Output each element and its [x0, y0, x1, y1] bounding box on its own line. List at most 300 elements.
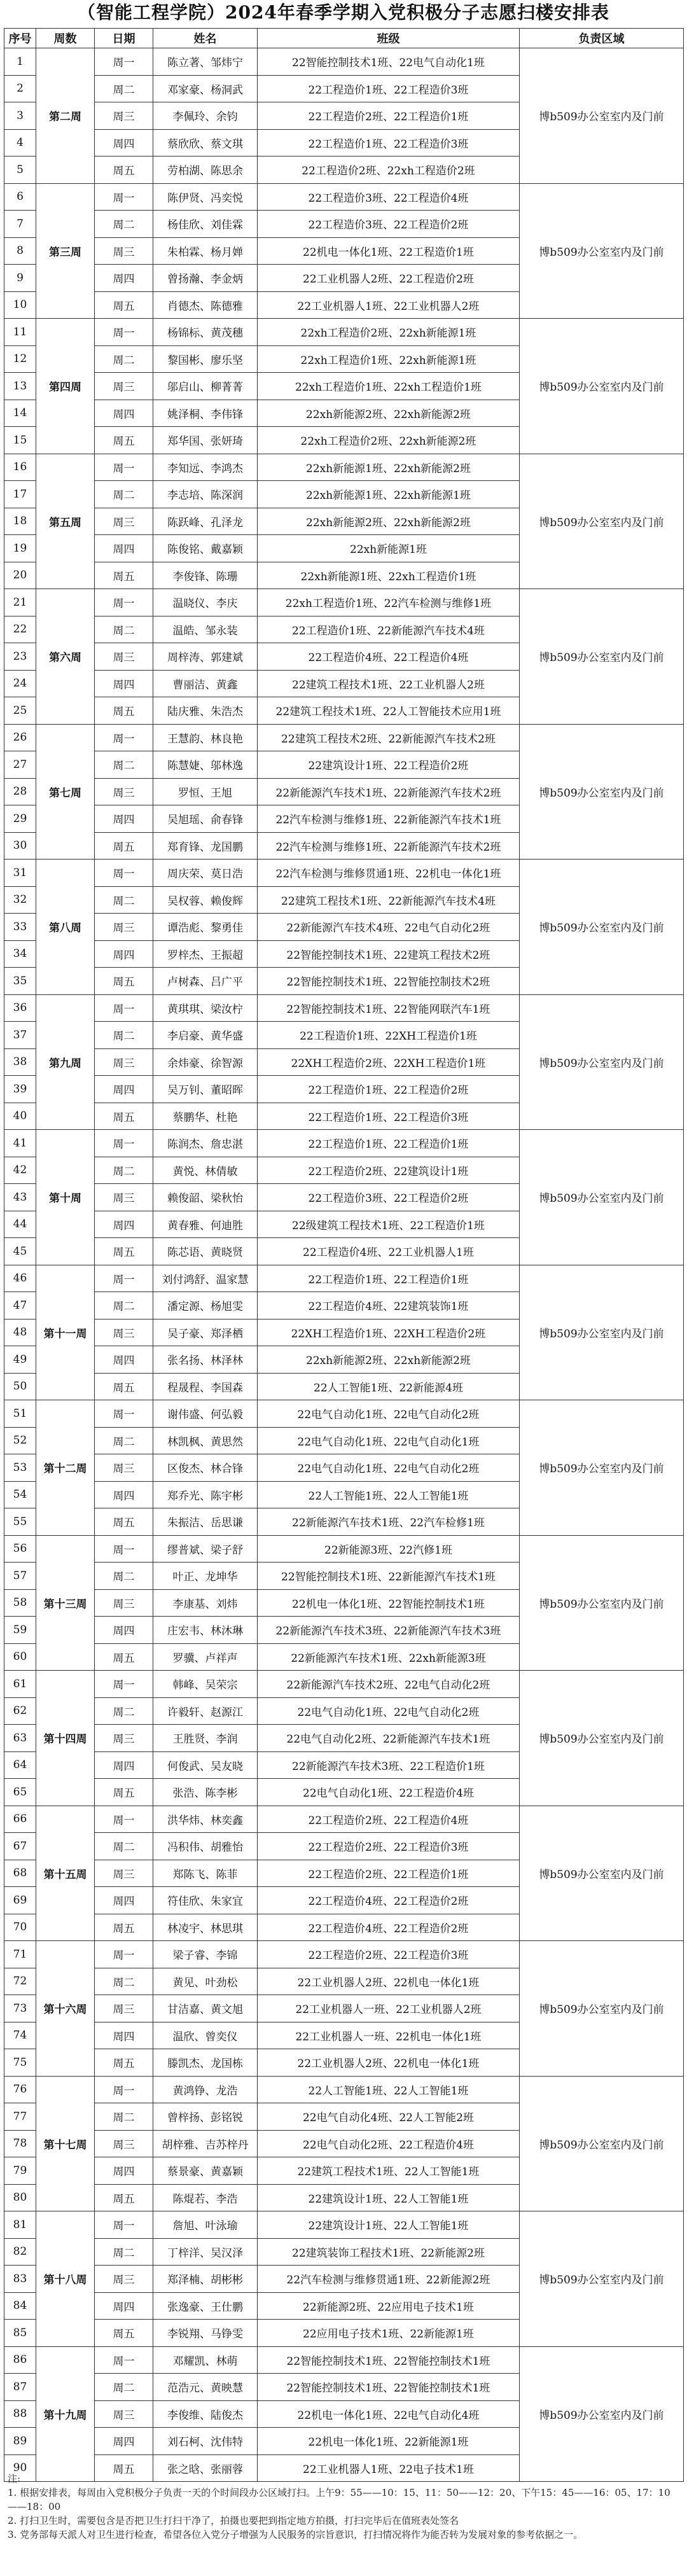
row-day: 周五: [95, 1508, 153, 1536]
row-index: 33: [4, 914, 36, 941]
table-row: [4, 319, 684, 346]
row-names: 郑陈飞、陈菲: [153, 1860, 258, 1887]
row-day: 周一: [95, 1671, 153, 1698]
row-class: 22工程造价2班、22工程造价1班: [258, 1860, 520, 1887]
row-index: 15: [4, 427, 36, 454]
row-names: 赖俊韶、梁秋怡: [153, 1184, 258, 1211]
row-class: 22工业机器人2班、22工程造价2班: [258, 265, 520, 292]
table-row: [4, 183, 684, 211]
row-names: 余炜豪、徐智源: [153, 1048, 258, 1076]
row-day: 周三: [95, 1725, 153, 1752]
row-class: 22工业机器人2班、22机电一体化1班: [258, 2049, 520, 2077]
row-class: 22智能控制技术1班、22智能网联汽车1班: [258, 994, 520, 1022]
row-index: 11: [4, 319, 36, 346]
note-line-1: 1. 根据安排表，每周由入党积极分子负责一天的个时间段办公区域打扫。上午9：55——10：15、11：50——12：20、下午15：45——16：05、17：10——18：00: [8, 2487, 670, 2512]
row-index: 21: [4, 589, 36, 616]
row-names: 滕凯杰、龙国栋: [153, 2049, 258, 2077]
row-class: 22汽车检测与维修1班、22新能源汽车技术2班: [258, 832, 520, 860]
row-names: 程晟程、李国森: [153, 1373, 258, 1400]
row-index: 16: [4, 454, 36, 481]
row-index: 52: [4, 1427, 36, 1454]
row-index: 38: [4, 1048, 36, 1076]
row-index: 63: [4, 1725, 36, 1752]
row-class: 22xh新能源1班、22xh新能源1班: [258, 481, 520, 508]
row-day: 周三: [95, 237, 153, 265]
week-label: 第十一周: [36, 1265, 95, 1400]
row-class: 22工程造价4班、22工程造价4班: [258, 643, 520, 671]
row-names: 温皓、邹永装: [153, 616, 258, 643]
row-day: 周三: [95, 1048, 153, 1076]
table-row: [4, 2211, 684, 2239]
row-index: 8: [4, 237, 36, 265]
row-names: 罗骥、卢祥声: [153, 1643, 258, 1671]
row-names: 张名扬、林泽林: [153, 1346, 258, 1374]
row-names: 韩峰、吴荣宗: [153, 1671, 258, 1698]
row-names: 李志培、陈深润: [153, 481, 258, 508]
row-names: 郑泽楠、胡彬彬: [153, 2266, 258, 2293]
row-class: 22建筑装饰工程技术1班、22新能源2班: [258, 2238, 520, 2266]
row-day: 周二: [95, 1022, 153, 1049]
row-class: 22工程造价4班、22工程造价2班: [258, 1914, 520, 1941]
row-names: 黄春雅、何迪胜: [153, 1211, 258, 1238]
row-day: 周一: [95, 48, 153, 76]
table-row: [4, 48, 684, 76]
table-row: [4, 1130, 684, 1157]
row-names: 林凯枫、黄思然: [153, 1427, 258, 1454]
week-label: 第十六周: [36, 1941, 95, 2077]
row-class: 22建筑工程技术1班、22人工智能1班: [258, 2157, 520, 2185]
row-day: 周一: [95, 589, 153, 616]
row-names: 陈伊贤、冯奕悦: [153, 183, 258, 211]
row-names: 李知远、李鸿杰: [153, 454, 258, 481]
area-cell: 博b509办公室室内及门前: [520, 319, 684, 454]
row-class: 22XH工程造价1班、22XH工程造价2班: [258, 1319, 520, 1346]
week-label: 第三周: [36, 183, 95, 319]
row-day: 周五: [95, 1373, 153, 1400]
row-day: 周三: [95, 102, 153, 130]
note-line-2: 2. 打扫卫生时，需要包含是否把卫生打扫干净了，拍摄也要把到指定地方拍摄，打扫完毕后在值班表处签名: [8, 2515, 459, 2526]
row-class: 22工程造价3班、22工程造价4班: [258, 183, 520, 211]
row-day: 周二: [95, 2238, 153, 2266]
row-names: 吴子豪、郑泽栖: [153, 1319, 258, 1346]
schedule-table: [4, 28, 684, 2482]
row-index: 27: [4, 751, 36, 779]
row-class: 22智能控制技术1班、22智能控制技术1班: [258, 2374, 520, 2401]
row-day: 周四: [95, 805, 153, 833]
row-day: 周二: [95, 1292, 153, 1319]
row-names: 范浩元、黄映慧: [153, 2374, 258, 2401]
row-class: 22新能源汽车技术1班、22新能源汽车技术2班: [258, 778, 520, 805]
row-day: 周二: [95, 886, 153, 914]
row-class: 22新能源汽车技术3班、22新能源汽车技术3班: [258, 1617, 520, 1644]
table-row: [4, 454, 684, 481]
row-names: 张逸豪、王仕鹏: [153, 2292, 258, 2320]
area-cell: 博b509办公室室内及门前: [520, 589, 684, 725]
row-day: 周四: [95, 670, 153, 697]
row-day: 周三: [95, 1995, 153, 2023]
row-names: 劳柏湖、陈思余: [153, 157, 258, 184]
row-index: 46: [4, 1265, 36, 1292]
row-index: 60: [4, 1643, 36, 1671]
area-cell: 博b509办公室室内及门前: [520, 1130, 684, 1265]
page-title: （智能工程学院）2024年春季学期入党积极分子志愿扫楼安排表: [78, 2, 609, 23]
row-class: 22工业机器人2班、22机电一体化1班: [258, 1968, 520, 1995]
row-day: 周四: [95, 1211, 153, 1238]
row-class: 22XH工程造价2班、22XH工程造价1班: [258, 1048, 520, 1076]
row-index: 53: [4, 1454, 36, 1482]
row-names: 李康基、刘炜: [153, 1589, 258, 1617]
row-index: 43: [4, 1184, 36, 1211]
row-index: 50: [4, 1373, 36, 1400]
row-day: 周三: [95, 373, 153, 400]
row-names: 黄琪琪、梁汝柠: [153, 994, 258, 1022]
week-label: 第十八周: [36, 2211, 95, 2347]
row-names: 曾扬瀚、李金炳: [153, 265, 258, 292]
row-names: 丁梓洋、吴汉泽: [153, 2238, 258, 2266]
row-day: 周四: [95, 1751, 153, 1779]
row-index: 59: [4, 1617, 36, 1644]
row-names: 卢树森、吕广平: [153, 968, 258, 995]
row-class: 22建筑工程技术1班、22人工智能技术应用1班: [258, 697, 520, 725]
row-day: 周五: [95, 2454, 153, 2482]
row-names: 蔡鹏华、杜艳: [153, 1103, 258, 1130]
row-class: 22新能源3班、22汽修1班: [258, 1535, 520, 1563]
row-day: 周三: [95, 1319, 153, 1346]
row-day: 周三: [95, 2130, 153, 2157]
row-class: 22机电一体化1班、22新能源1班: [258, 2428, 520, 2455]
area-cell: 博b509办公室室内及门前: [520, 454, 684, 589]
row-index: 78: [4, 2130, 36, 2157]
row-class: 22工业机器人1班、22工业机器人2班: [258, 291, 520, 319]
row-day: 周二: [95, 211, 153, 238]
row-day: 周二: [95, 1427, 153, 1454]
row-day: 周一: [95, 994, 153, 1022]
row-index: 49: [4, 1346, 36, 1374]
row-day: 周一: [95, 1130, 153, 1157]
row-class: 22人工智能1班、22新能源4班: [258, 1373, 520, 1400]
row-class: 22机电一体化1班、22电气自动化4班: [258, 2400, 520, 2428]
row-day: 周二: [95, 1833, 153, 1860]
area-cell: 博b509办公室室内及门前: [520, 2076, 684, 2211]
row-day: 周五: [95, 1103, 153, 1130]
row-class: 22级建筑工程技术1班、22工程造价1班: [258, 1211, 520, 1238]
row-index: 45: [4, 1238, 36, 1265]
row-names: 曾梓扬、彭铭锐: [153, 2103, 258, 2131]
row-class: 22建筑设计1班、22人工智能1班: [258, 2184, 520, 2211]
header-class: 班级: [258, 29, 520, 48]
row-names: 王慧韵、林良艳: [153, 724, 258, 751]
week-label: 第十九周: [36, 2346, 95, 2482]
row-day: 周二: [95, 481, 153, 508]
row-day: 周一: [95, 724, 153, 751]
row-names: 张浩、陈李彬: [153, 1779, 258, 1806]
row-index: 62: [4, 1697, 36, 1725]
row-names: 杨佳欣、刘佳霖: [153, 211, 258, 238]
row-class: 22工程造价2班、22工程造价1班: [258, 102, 520, 130]
row-index: 69: [4, 1887, 36, 1914]
area-cell: 博b509办公室室内及门前: [520, 1265, 684, 1400]
week-label: 第十三周: [36, 1535, 95, 1671]
row-day: 周五: [95, 157, 153, 184]
row-class: 22智能控制技术1班、22智能控制技术1班: [258, 2346, 520, 2374]
area-cell: 博b509办公室室内及门前: [520, 1806, 684, 1941]
row-names: 吴万钊、董昭晖: [153, 1076, 258, 1103]
row-day: 周三: [95, 1589, 153, 1617]
table-row: [4, 1671, 684, 1698]
table-row: [4, 1400, 684, 1428]
row-index: 89: [4, 2428, 36, 2455]
row-index: 79: [4, 2157, 36, 2185]
row-class: 22xh工程造价1班、22汽车检测与维修1班: [258, 589, 520, 616]
row-day: 周一: [95, 1400, 153, 1428]
note-line-3: 3. 党务部每天派人对卫生进行检查，希望各位入党分子增强为人民服务的宗旨意识，打扫情况将作为能否转为发展对象的参考依据之一。: [8, 2529, 583, 2540]
row-day: 周三: [95, 2266, 153, 2293]
header-week: 周数: [36, 29, 95, 48]
row-class: 22建筑工程技术1班、22新能源汽车技术4班: [258, 886, 520, 914]
row-class: 22工程造价2班、22工程造价3班: [258, 1941, 520, 1968]
row-class: 22xh新能源2班、22xh新能源2班: [258, 400, 520, 427]
row-index: 75: [4, 2049, 36, 2077]
row-names: 邓家豪、杨洞武: [153, 75, 258, 102]
row-names: 邓耀凯、林萌: [153, 2346, 258, 2374]
week-label: 第十周: [36, 1130, 95, 1265]
week-label: 第十四周: [36, 1671, 95, 1806]
row-index: 70: [4, 1914, 36, 1941]
row-names: 肖德杰、陈德雅: [153, 291, 258, 319]
row-index: 28: [4, 778, 36, 805]
row-class: 22电气自动化1班、22电气自动化2班: [258, 1697, 520, 1725]
row-names: 陈焜若、李浩: [153, 2184, 258, 2211]
row-class: 22建筑工程技术2班、22新能源汽车技术2班: [258, 724, 520, 751]
row-class: 22xh工程造价1班、22xh工程造价1班: [258, 373, 520, 400]
row-class: 22工程造价2班、22建筑设计1班: [258, 1157, 520, 1184]
row-class: 22xh新能源1班: [258, 535, 520, 562]
row-names: 蔡欣欣、蔡文琪: [153, 129, 258, 157]
row-class: 22电气自动化1班、22电气自动化2班: [258, 1454, 520, 1482]
row-index: 3: [4, 102, 36, 130]
notes: [8, 2472, 676, 2542]
row-day: 周三: [95, 508, 153, 535]
row-index: 23: [4, 643, 36, 671]
header-index: 序号: [4, 29, 36, 48]
area-cell: 博b509办公室室内及门前: [520, 2346, 684, 2482]
row-names: 李佩玲、余钧: [153, 102, 258, 130]
row-index: 90: [4, 2454, 36, 2482]
row-day: 周三: [95, 1454, 153, 1482]
row-day: 周三: [95, 2400, 153, 2428]
area-cell: 博b509办公室室内及门前: [520, 860, 684, 995]
row-names: 郑华国、张妍琦: [153, 427, 258, 454]
row-index: 54: [4, 1481, 36, 1508]
row-names: 陈俊铭、戴嘉颖: [153, 535, 258, 562]
row-class: 22智能控制技术1班、22建筑工程技术2班: [258, 940, 520, 968]
area-cell: 博b509办公室室内及门前: [520, 1941, 684, 2077]
row-class: 22汽车检测与维修贯通1班、22机电一体化1班: [258, 860, 520, 887]
row-day: 周二: [95, 1968, 153, 1995]
row-class: 22智能控制技术1班、22智能控制技术2班: [258, 968, 520, 995]
schedule-body: [4, 48, 684, 2482]
table-row: [4, 1535, 684, 1563]
row-class: 22电气自动化1班、22电气自动化1班: [258, 1427, 520, 1454]
row-day: 周四: [95, 1617, 153, 1644]
row-class: 22建筑设计1班、22工程造价2班: [258, 751, 520, 779]
row-day: 周四: [95, 129, 153, 157]
row-class: 22汽车检测与维修贯通1班、22新能源2班: [258, 2266, 520, 2293]
row-names: 缪普斌、梁子舒: [153, 1535, 258, 1563]
row-day: 周五: [95, 1914, 153, 1941]
week-label: 第十七周: [36, 2076, 95, 2211]
row-names: 陆庆雅、朱浩杰: [153, 697, 258, 725]
row-day: 周五: [95, 1779, 153, 1806]
row-class: 22电气自动化1班、22电气自动化2班: [258, 1400, 520, 1428]
row-index: 10: [4, 291, 36, 319]
row-names: 谢伟盛、何弘毅: [153, 1400, 258, 1428]
row-index: 29: [4, 805, 36, 833]
row-day: 周二: [95, 616, 153, 643]
row-day: 周一: [95, 2076, 153, 2103]
row-names: 胡梓雅、吉苏梓丹: [153, 2130, 258, 2157]
row-class: 22新能源汽车技术1班、22汽车检修1班: [258, 1508, 520, 1536]
row-class: 22汽车检测与维修1班、22新能源汽车技术1班: [258, 805, 520, 833]
row-index: 40: [4, 1103, 36, 1130]
row-class: 22工程造价3班、22工程造价2班: [258, 1184, 520, 1211]
row-index: 9: [4, 265, 36, 292]
row-class: 22工程造价3班、22工程造价2班: [258, 211, 520, 238]
row-index: 56: [4, 1535, 36, 1563]
row-day: 周四: [95, 2428, 153, 2455]
row-day: 周二: [95, 1157, 153, 1184]
row-index: 71: [4, 1941, 36, 1968]
row-class: 22工程造价1班、22工程造价3班: [258, 129, 520, 157]
row-names: 杨锦标、黄茂穗: [153, 319, 258, 346]
row-names: 陈立著、邹炜宁: [153, 48, 258, 76]
row-index: 85: [4, 2320, 36, 2347]
row-index: 12: [4, 345, 36, 373]
area-cell: 博b509办公室室内及门前: [520, 994, 684, 1130]
row-index: 25: [4, 697, 36, 725]
row-index: 87: [4, 2374, 36, 2401]
row-day: 周五: [95, 1238, 153, 1265]
row-index: 2: [4, 75, 36, 102]
row-index: 7: [4, 211, 36, 238]
row-names: 潘定源、杨旭雯: [153, 1292, 258, 1319]
row-names: 蔡景豪、黄嘉颖: [153, 2157, 258, 2185]
area-cell: 博b509办公室室内及门前: [520, 1535, 684, 1671]
row-day: 周五: [95, 1643, 153, 1671]
row-names: 吴旭瑶、俞春锋: [153, 805, 258, 833]
row-index: 17: [4, 481, 36, 508]
row-names: 李启豪、黄华盛: [153, 1022, 258, 1049]
row-class: 22工程造价1班、22工程造价3班: [258, 75, 520, 102]
row-names: 刘石柯、沈伟特: [153, 2428, 258, 2455]
row-class: 22xh新能源1班、22xh新能源2班: [258, 454, 520, 481]
row-class: 22工程造价1班、22新能源汽车技术4班: [258, 616, 520, 643]
row-day: 周一: [95, 2211, 153, 2239]
row-names: 陈润杰、詹忠湛: [153, 1130, 258, 1157]
week-label: 第六周: [36, 589, 95, 725]
row-class: 22xh新能源2班、22xh新能源2班: [258, 1346, 520, 1374]
row-names: 朱振洁、岳思谦: [153, 1508, 258, 1536]
row-names: 朱柏霖、杨月婵: [153, 237, 258, 265]
notes-heading: 注:: [8, 2473, 21, 2484]
row-day: 周四: [95, 2022, 153, 2049]
row-names: 周梓涛、郭建斌: [153, 643, 258, 671]
week-label: 第十五周: [36, 1806, 95, 1941]
row-day: 周五: [95, 832, 153, 860]
row-class: 22新能源汽车技术1班、22xh新能源3班: [258, 1643, 520, 1671]
table-row: [4, 860, 684, 887]
row-class: 22xh工程造价2班、22xh新能源2班: [258, 427, 520, 454]
week-label: 第五周: [36, 454, 95, 589]
row-names: 陈慧婕、邬林逸: [153, 751, 258, 779]
row-day: 周一: [95, 1535, 153, 1563]
row-names: 梁子睿、李锦: [153, 1941, 258, 1968]
row-day: 周四: [95, 1346, 153, 1374]
row-class: 22工业机器人一班、22工业机器人2班: [258, 1995, 520, 2023]
row-day: 周四: [95, 1076, 153, 1103]
table-header-row: [4, 29, 684, 48]
row-class: 22建筑工程技术1班、22工业机器人2班: [258, 670, 520, 697]
row-day: 周二: [95, 2374, 153, 2401]
row-names: 罗恒、王旭: [153, 778, 258, 805]
table-row: [4, 1806, 684, 1833]
week-label: 第七周: [36, 724, 95, 860]
header-area: 负责区域: [520, 29, 684, 48]
row-class: 22工程造价1班、22工程造价2班: [258, 1076, 520, 1103]
row-class: 22新能源汽车技术3班、22工程造价1班: [258, 1751, 520, 1779]
row-names: 陈芯语、黄晓贤: [153, 1238, 258, 1265]
row-index: 77: [4, 2103, 36, 2131]
row-index: 86: [4, 2346, 36, 2374]
row-index: 24: [4, 670, 36, 697]
row-index: 57: [4, 1563, 36, 1590]
row-names: 郑乔光、陈宇彬: [153, 1481, 258, 1508]
row-day: 周四: [95, 2157, 153, 2185]
row-index: 76: [4, 2076, 36, 2103]
row-index: 61: [4, 1671, 36, 1698]
row-day: 周四: [95, 940, 153, 968]
row-class: 22工程造价2班、22xh工程造价2班: [258, 157, 520, 184]
row-index: 80: [4, 2184, 36, 2211]
table-row: [4, 2076, 684, 2103]
row-index: 19: [4, 535, 36, 562]
row-index: 66: [4, 1806, 36, 1833]
row-day: 周二: [95, 2103, 153, 2131]
week-label: 第二周: [36, 48, 95, 184]
row-day: 周一: [95, 319, 153, 346]
row-class: 22工程造价1班、22工程造价3班: [258, 1103, 520, 1130]
row-class: 22xh新能源1班、22xh工程造价1班: [258, 562, 520, 589]
row-day: 周五: [95, 2320, 153, 2347]
row-day: 周五: [95, 562, 153, 589]
row-day: 周一: [95, 1806, 153, 1833]
row-class: 22人工智能1班、22人工智能1班: [258, 1481, 520, 1508]
row-class: 22工业机器人一班、22机电一体化1班: [258, 2022, 520, 2049]
area-cell: 博b509办公室室内及门前: [520, 724, 684, 860]
row-names: 洪华炜、林奕鑫: [153, 1806, 258, 1833]
row-class: 22工程造价4班、22工程造价2班: [258, 1887, 520, 1914]
row-index: 84: [4, 2292, 36, 2320]
row-index: 18: [4, 508, 36, 535]
row-names: 温欣、曾奕仪: [153, 2022, 258, 2049]
area-cell: 博b509办公室室内及门前: [520, 183, 684, 319]
row-names: 何俊武、吴友晓: [153, 1751, 258, 1779]
row-index: 88: [4, 2400, 36, 2428]
row-index: 32: [4, 886, 36, 914]
row-index: 42: [4, 1157, 36, 1184]
header-name: 姓名: [153, 29, 258, 48]
row-names: 罗梓杰、王振超: [153, 940, 258, 968]
